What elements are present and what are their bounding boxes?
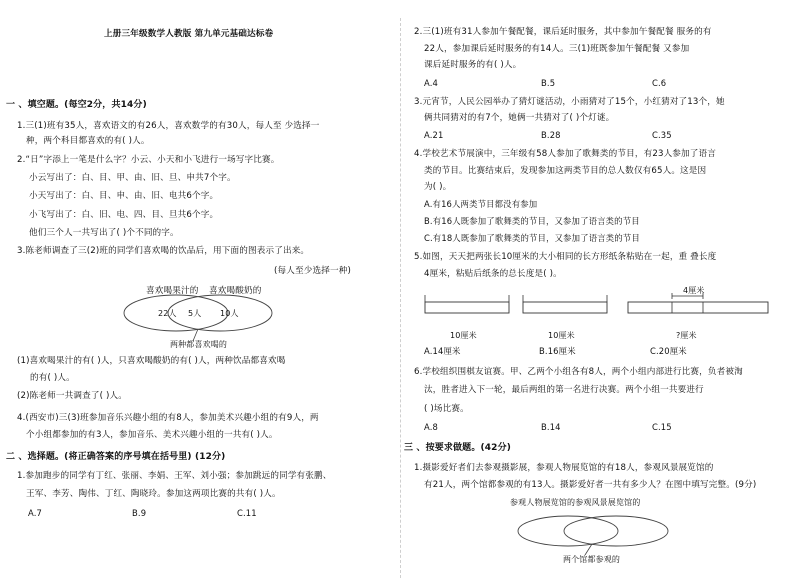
choice-q6-line2: 汰，胜者进入下一轮，最后两组的第一名进行决赛。两个小组一共要进行 xyxy=(424,385,704,395)
choice-q5-option-b: B.16厘米 xyxy=(539,346,576,356)
choice-q2-option-b: B.5 xyxy=(541,78,556,88)
venn-both-value: 5人 xyxy=(188,309,202,318)
section-2-heading: 二 、选择题。(将正确答案的序号填在括号里) (12分) xyxy=(6,452,226,462)
choice-q3-option-c: C.35 xyxy=(652,130,672,140)
choice-q4-option-c: C.有18人既参加了歌舞类的节目，又参加了语言类的节目 xyxy=(424,233,640,243)
choice-q5-line1: 5.如图，天天把两张长10厘米的大小相同的长方形纸条粘贴在一起，重 叠长度 xyxy=(414,252,717,262)
joined-strips xyxy=(628,293,768,313)
choice-q4-line2: 类的节目。比赛结束后，发现参加这两类节目的总人数仅有65人。这是因 xyxy=(424,166,707,176)
choice-q3-option-a: A.21 xyxy=(424,130,444,140)
choice-q6-line1: 6.学校组织围棋友谊赛。甲、乙两个小组各有8人，两个小组内部进行比赛，负者被淘 xyxy=(414,367,743,377)
choice-q3-line1: 3.元宵节，人民公园举办了猜灯谜活动，小雨猜对了15个，小红猜对了13个，她 xyxy=(414,97,725,107)
choice-q4-line1: 4.学校艺术节展演中，三年级有58人参加了歌舞类的节目，有23人参加了语言 xyxy=(414,149,717,159)
strip-1 xyxy=(425,295,509,313)
fill-q3-part1-line2: 的有( )人。 xyxy=(30,373,75,383)
overlap-label: 4厘米 xyxy=(683,286,705,295)
choice-q6-line3: ( )场比赛。 xyxy=(424,404,469,414)
solve-venn-both-label: 两个馆都参观的 xyxy=(563,555,621,564)
choice-q6-option-b: B.14 xyxy=(541,422,561,432)
choice-q2-option-c: C.6 xyxy=(652,78,667,88)
choice-q1-option-b: B.9 xyxy=(132,508,147,518)
choice-q5-line2: 4厘米，粘贴后纸条的总长度是( )。 xyxy=(424,269,562,279)
choice-q1-line1: 1.参加跑步的同学有丁红、张丽、李娟、王军、刘小强；参加跳远的同学有张鹏、 xyxy=(17,471,332,481)
choice-q1-line2: 王军、李芳、陶伟、丁红、陶晓玲。参加这两项比赛的共有( )人。 xyxy=(26,489,281,499)
solve-venn-label: 参观人物展览馆的参观风景展览馆的 xyxy=(510,498,641,507)
fill-q3-note: (每人至少选择一种) xyxy=(274,266,351,276)
paper-strips-figure xyxy=(420,282,780,330)
venn-both-label: 两种都喜欢喝的 xyxy=(170,340,228,349)
fill-q1-line2: 种，两个科目都喜欢的有( )人。 xyxy=(26,136,150,146)
strip-2-label: 10厘米 xyxy=(548,331,575,340)
fill-q4-line2: 个小组都参加的有3人，参加音乐、美术兴趣小组的一共有( )人。 xyxy=(26,430,278,440)
choice-q2-option-a: A.4 xyxy=(424,78,439,88)
choice-q4-option-a: A.有16人两类节目都没有参加 xyxy=(424,199,538,209)
fill-q2-line4: 小飞写出了：白、旧、电、四、目、旦共6个字。 xyxy=(29,210,219,220)
choice-q4-line3: 为( )。 xyxy=(424,182,452,192)
choice-q3-option-b: B.28 xyxy=(541,130,561,140)
choice-q2-line2: 22人，参加课后延时服务的有14人。三(1)班既参加午餐配餐 又参加 xyxy=(424,44,690,54)
fill-q4-line1: 4.(西安市)三(3)班参加音乐兴趣小组的有8人，参加美术兴趣小组的有9人，两 xyxy=(17,413,319,423)
fill-q2-line1: 2.“日”字添上一笔是什么字？小云、小天和小飞进行一场写字比赛。 xyxy=(17,155,280,165)
people-gallery-ellipse xyxy=(518,516,618,546)
venn-yogurt-label: 喜欢喝酸奶的 xyxy=(209,286,262,296)
choice-q5-option-c: C.20厘米 xyxy=(650,346,687,356)
fill-q3-part1-line1: (1)喜欢喝果汁的有( )人，只喜欢喝酸奶的有( )人，两种饮品都喜欢喝 xyxy=(17,356,286,366)
choice-q2-line3: 课后延时服务的有( )人。 xyxy=(424,60,522,70)
fill-q3-part2: (2)陈老师一共调查了( )人。 xyxy=(17,391,127,401)
choice-q1-option-a: A.7 xyxy=(28,508,43,518)
choice-q3-line2: 俩共同猜对的有7个，她俩一共猜对了( )个灯谜。 xyxy=(424,113,615,123)
strip-1-label: 10厘米 xyxy=(450,331,477,340)
section-1-heading: 一 、填空题。(每空2分，共14分) xyxy=(6,100,147,110)
venn-yogurt-only-value: 10人 xyxy=(220,309,239,318)
joined-strips-label: ?厘米 xyxy=(676,331,697,340)
strip-2 xyxy=(523,295,607,313)
fill-q2-line2: 小云写出了：白、目、甲、由、旧、旦、申共7个字。 xyxy=(29,173,236,183)
choice-q5-option-a: A.14厘米 xyxy=(424,346,461,356)
choice-q1-option-c: C.11 xyxy=(237,508,257,518)
venn-juice-only-value: 22人 xyxy=(158,309,177,318)
landscape-gallery-ellipse xyxy=(564,516,668,546)
choice-q6-option-c: C.15 xyxy=(652,422,672,432)
choice-q4-option-b: B.有16人既参加了歌舞类的节目，又参加了语言类的节目 xyxy=(424,216,640,226)
column-divider xyxy=(400,18,401,578)
fill-q2-line3: 小天写出了：白、目、申、由、旧、电共6个字。 xyxy=(29,191,219,201)
fill-q3-line1: 3.陈老师调查了三(2)班的同学们喜欢喝的饮品后，用下面的图表示了出来。 xyxy=(17,246,310,256)
solve-q1-line1: 1.摄影爱好者们去参观摄影展，参观人物展览馆的有18人，参观风景展览馆的 xyxy=(414,463,714,473)
section-3-heading: 三 、按要求做题。(42分) xyxy=(404,443,511,453)
choice-q6-option-a: A.8 xyxy=(424,422,439,432)
page-title: 上册三年级数学人教版 第九单元基础达标卷 xyxy=(104,29,274,39)
fill-q2-line5: 他们三个人一共写出了( )个不同的字。 xyxy=(29,228,179,238)
choice-q2-line1: 2.三(1)班有31人参加午餐配餐，课后延时服务，其中参加午餐配餐 服务的有 xyxy=(414,27,712,37)
fill-q1-line1: 1.三(1)班有35人，喜欢语文的有26人，喜欢数学的有30人，每人至 少选择一 xyxy=(17,121,320,131)
venn-juice-label: 喜欢喝果汁的 xyxy=(146,286,199,296)
solve-q1-line2: 有21人，两个馆都参观的有13人。摄影爱好者一共有多少人？在图中填写完整。(9分) xyxy=(424,480,757,490)
